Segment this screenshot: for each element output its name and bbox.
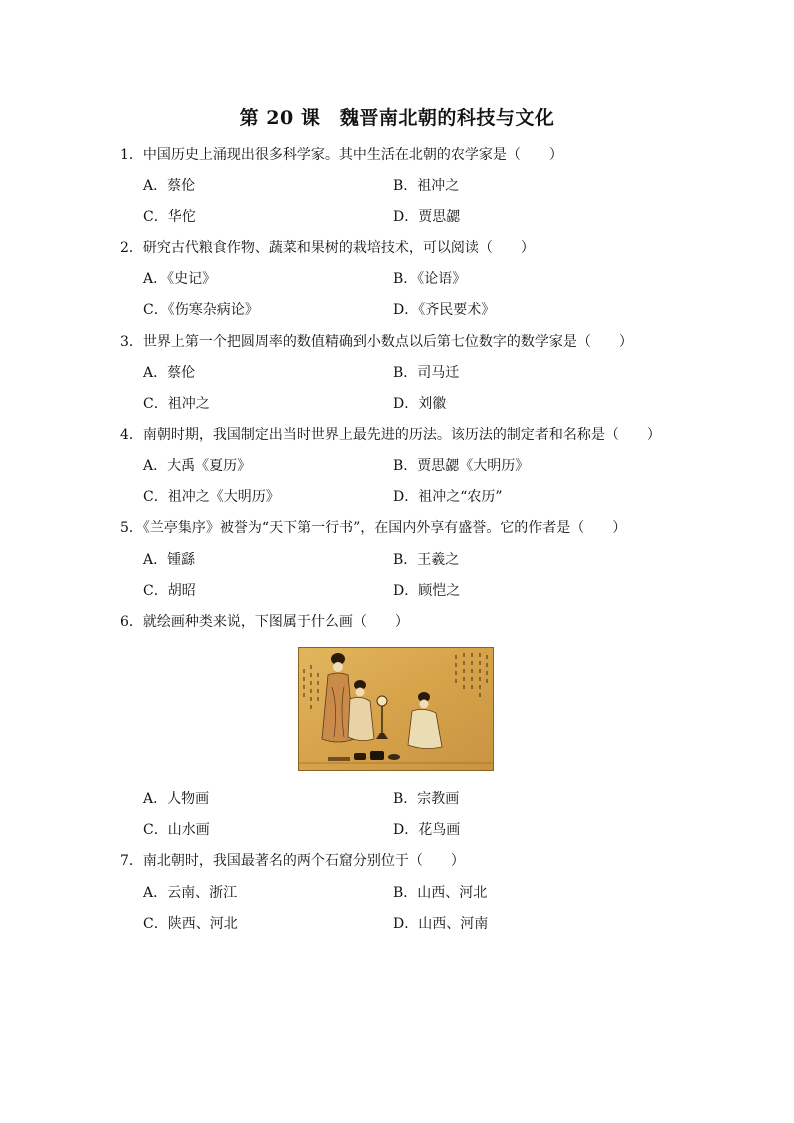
question-1-stem: 1．中国历史上涌现出很多科学家。其中生活在北朝的农学家是（ ）	[120, 147, 563, 163]
question-3-option-d: D．刘徽	[393, 396, 447, 412]
question-2-stem: 2．研究古代粮食作物、蔬菜和果树的栽培技术，可以阅读（ ）	[120, 240, 535, 256]
question-4-option-b: B．贾思勰《大明历》	[393, 458, 530, 474]
question-4-stem: 4．南朝时期，我国制定出当时世界上最先进的历法。该历法的制定者和名称是（ ）	[120, 427, 661, 443]
question-6-option-d: D．花鸟画	[393, 822, 461, 838]
question-5-stem: 5．《兰亭集序》被誉为“天下第一行书”，在国内外享有盛誉。它的作者是（ ）	[120, 520, 627, 536]
question-3-stem: 3．世界上第一个把圆周率的数值精确到小数点以后第七位数字的数学家是（ ）	[120, 334, 633, 350]
question-2-option-d: D．《齐民要术》	[393, 302, 496, 318]
question-2-option-c: C．《伤寒杂病论》	[143, 302, 259, 318]
question-3-option-c: C．祖冲之	[143, 396, 210, 412]
question-6-option-c: C．山水画	[143, 822, 210, 838]
page-title: 第 20 课 魏晋南北朝的科技与文化	[239, 107, 555, 129]
question-6-option-a: A．人物画	[143, 791, 210, 807]
question-5-option-c: C．胡昭	[143, 583, 196, 599]
question-5-option-b: B．王羲之	[393, 552, 460, 568]
question-5-option-d: D．顾恺之	[393, 583, 461, 599]
question-3-option-a: A．蔡伦	[143, 365, 196, 381]
question-1-option-d: D．贾思勰	[393, 209, 461, 225]
ancient-figure-painting-icon	[298, 647, 494, 771]
question-5-option-a: A．锺繇	[143, 552, 196, 568]
question-2-option-b: B．《论语》	[393, 271, 467, 287]
question-7-option-d: D．山西、河南	[393, 916, 489, 932]
question-1-option-b: B．祖冲之	[393, 178, 460, 194]
question-3-option-b: B．司马迁	[393, 365, 460, 381]
question-6-option-b: B．宗教画	[393, 791, 460, 807]
question-7-stem: 7．南北朝时，我国最著名的两个石窟分别位于（ ）	[120, 853, 465, 869]
question-1-option-a: A．蔡伦	[143, 178, 196, 194]
question-4-option-c: C．祖冲之《大明历》	[143, 489, 280, 505]
question-7-option-a: A．云南、浙江	[143, 885, 238, 901]
question-2-option-a: A．《史记》	[143, 271, 217, 287]
question-7-option-c: C．陕西、河北	[143, 916, 238, 932]
question-4-option-d: D．祖冲之“农历”	[393, 489, 503, 505]
question-4-option-a: A．大禹《夏历》	[143, 458, 252, 474]
question-1-option-c: C．华佗	[143, 209, 196, 225]
question-6-stem: 6．就绘画种类来说，下图属于什么画（ ）	[120, 614, 409, 630]
question-7-option-b: B．山西、河北	[393, 885, 488, 901]
